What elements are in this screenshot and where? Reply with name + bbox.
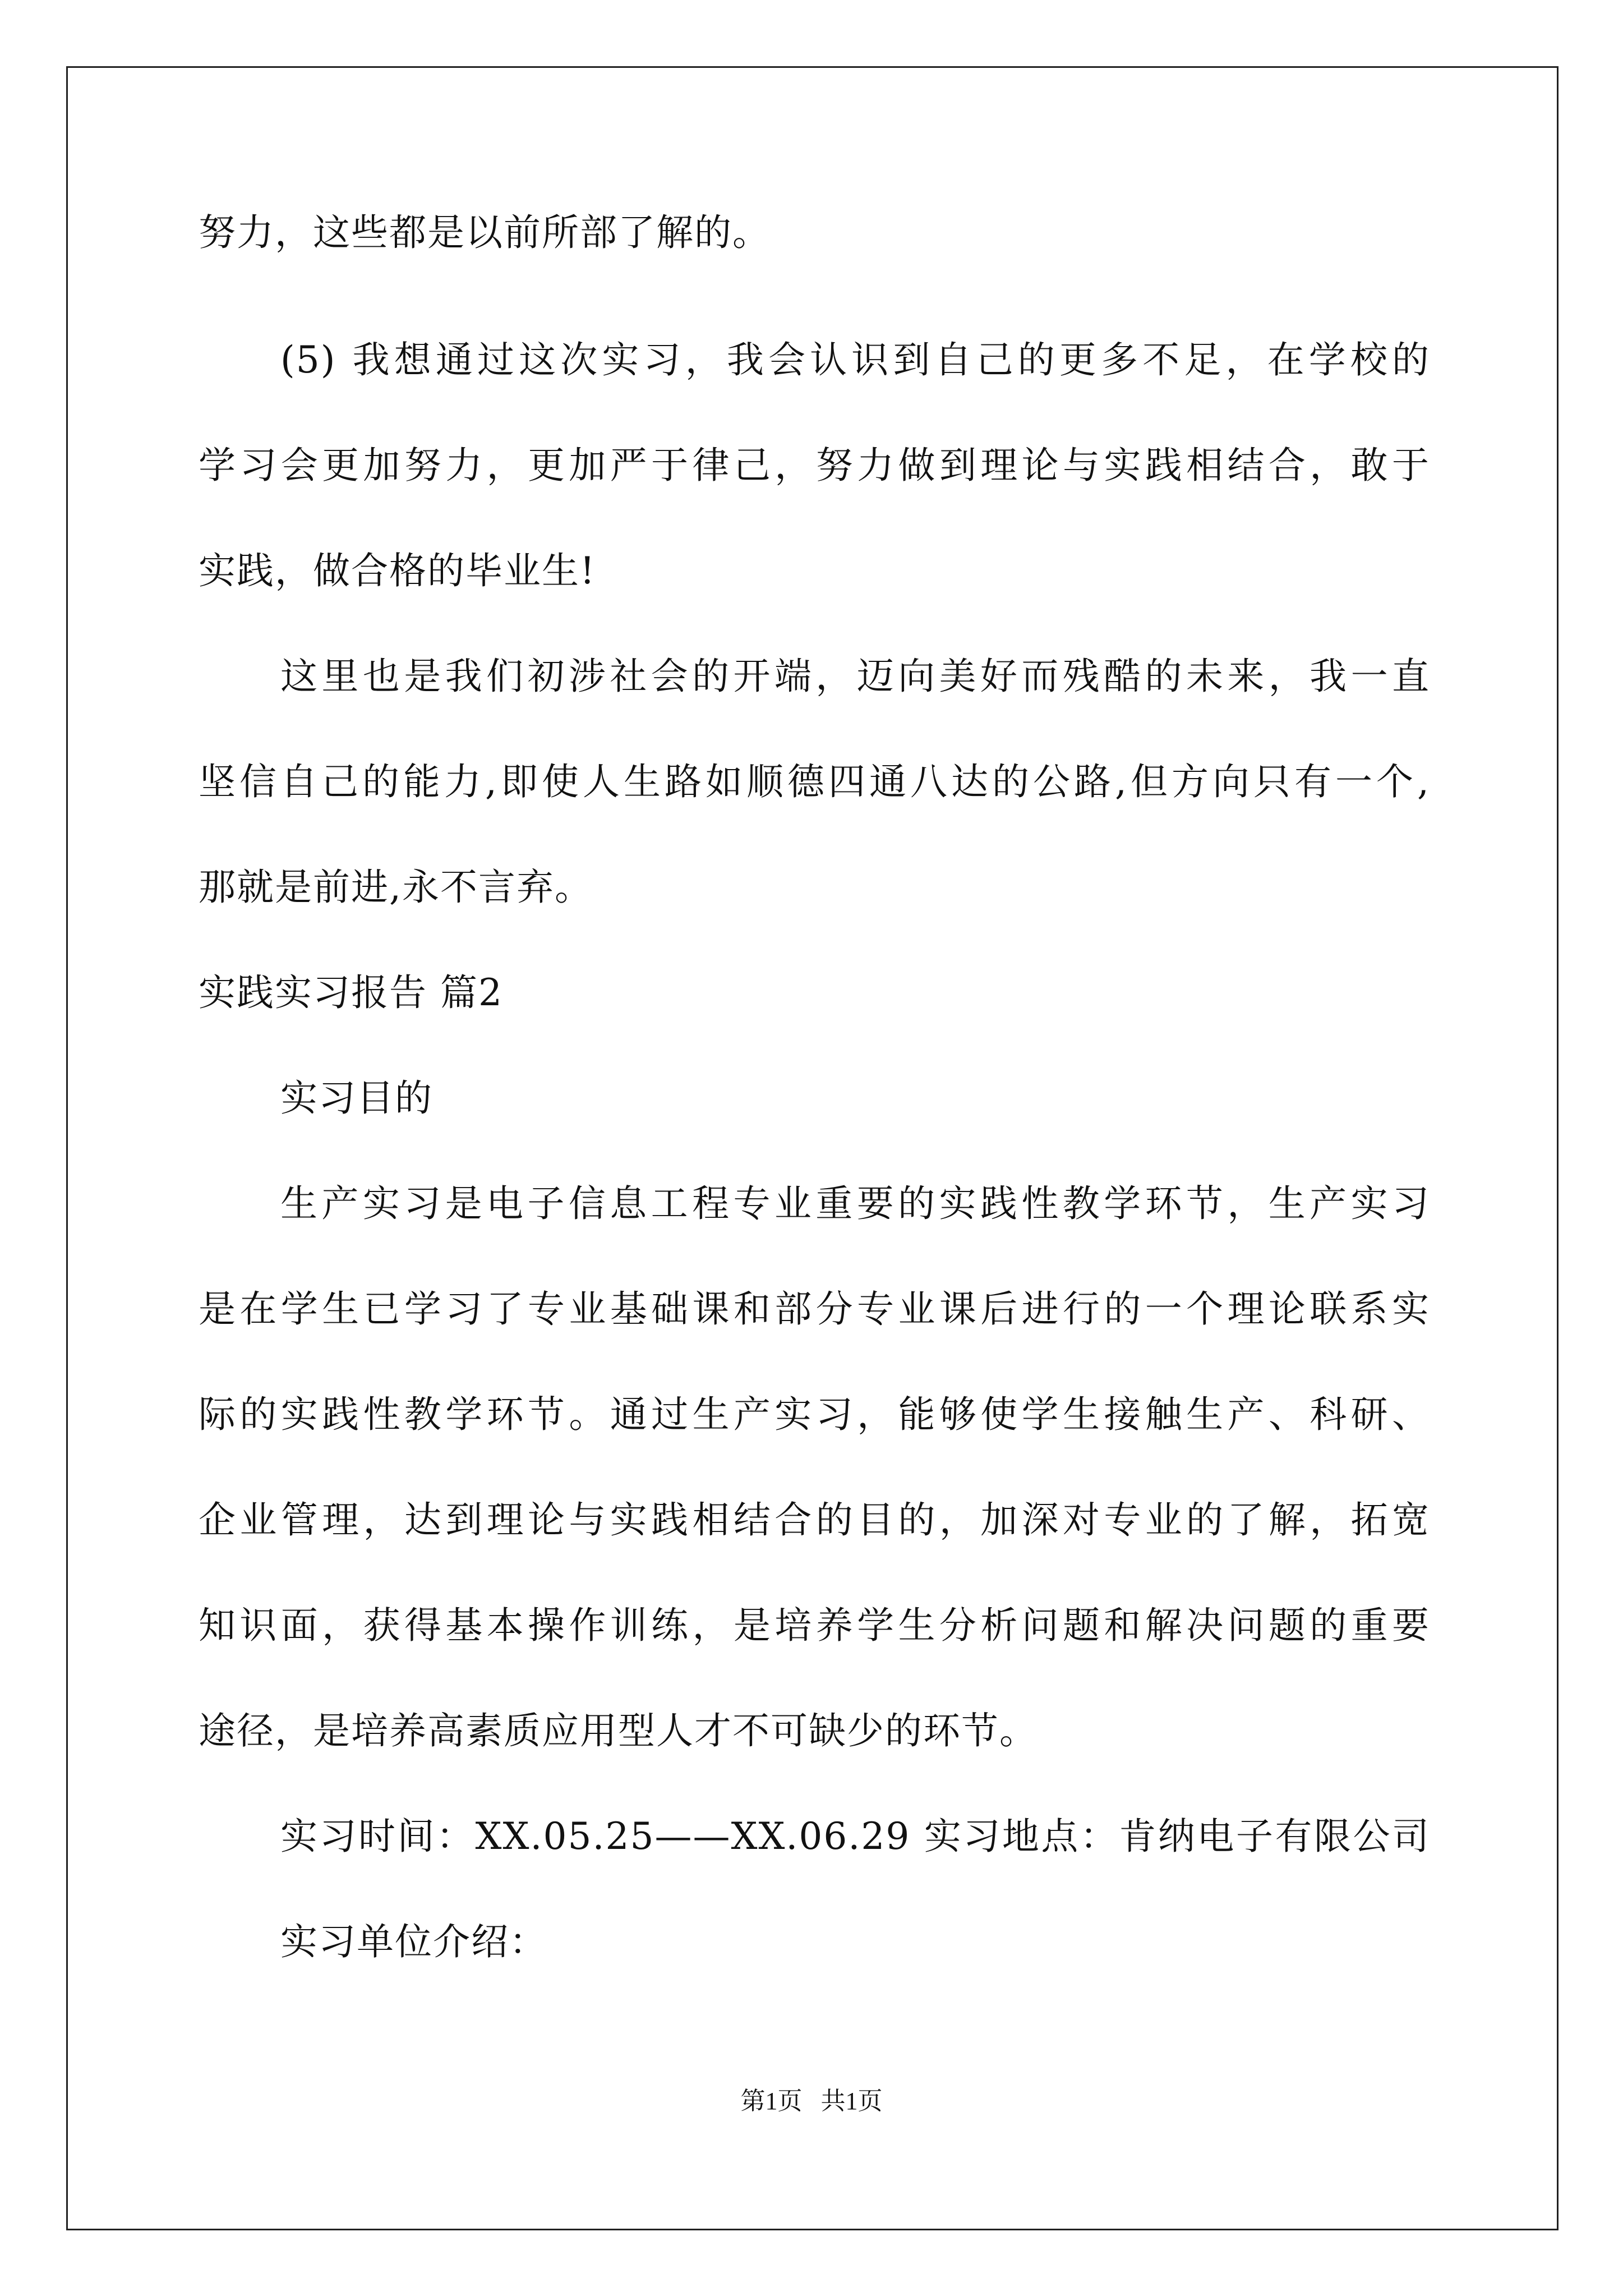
paragraph-line: 知识面，获得基本操作训练，是培养学生分析问题和解决问题的重要	[199, 1604, 1430, 1647]
paragraph-line: (5) 我想通过这次实习，我会认识到自己的更多不足，在学校的	[280, 338, 1430, 381]
subheading: 实习目的	[280, 1076, 433, 1120]
paragraph-line: 际的实践性教学环节。通过生产实习，能够使学生接触生产、科研、	[199, 1393, 1430, 1436]
paragraph-line: 坚信自己的能力,即使人生路如顺德四通八达的公路,但方向只有一个,	[199, 760, 1430, 803]
paragraph-line: 实践，做合格的毕业生!	[199, 549, 596, 592]
section-heading: 实践实习报告 篇2	[199, 971, 503, 1014]
paragraph-line: 那就是前进,永不言弃。	[199, 866, 593, 909]
paragraph-line: 生产实习是电子信息工程专业重要的实践性教学环节，生产实习	[280, 1182, 1430, 1225]
internship-info-line: 实习时间：XX.05.25——XX.06.29 实习地点：肯纳电子有限公司	[280, 1815, 1430, 1858]
paragraph-line: 学习会更加努力，更加严于律己，努力做到理论与实践相结合，敢于	[199, 444, 1430, 487]
subheading: 实习单位介绍：	[280, 1920, 547, 1963]
paragraph-line: 是在学生已学习了专业基础课和部分专业课后进行的一个理论联系实	[199, 1287, 1430, 1331]
paragraph-line: 途径，是培养高素质应用型人才不可缺少的环节。	[199, 1709, 1038, 1752]
paragraph-line: 企业管理，达到理论与实践相结合的目的，加深对专业的了解，拓宽	[199, 1498, 1430, 1542]
paragraph-line: 这里也是我们初涉社会的开端，迈向美好而残酷的未来，我一直	[280, 655, 1430, 698]
page-border	[66, 66, 1559, 2230]
paragraph-line: 努力，这些都是以前所部了解的。	[199, 211, 771, 254]
page-footer: 第1页 共1页	[740, 2087, 883, 2115]
